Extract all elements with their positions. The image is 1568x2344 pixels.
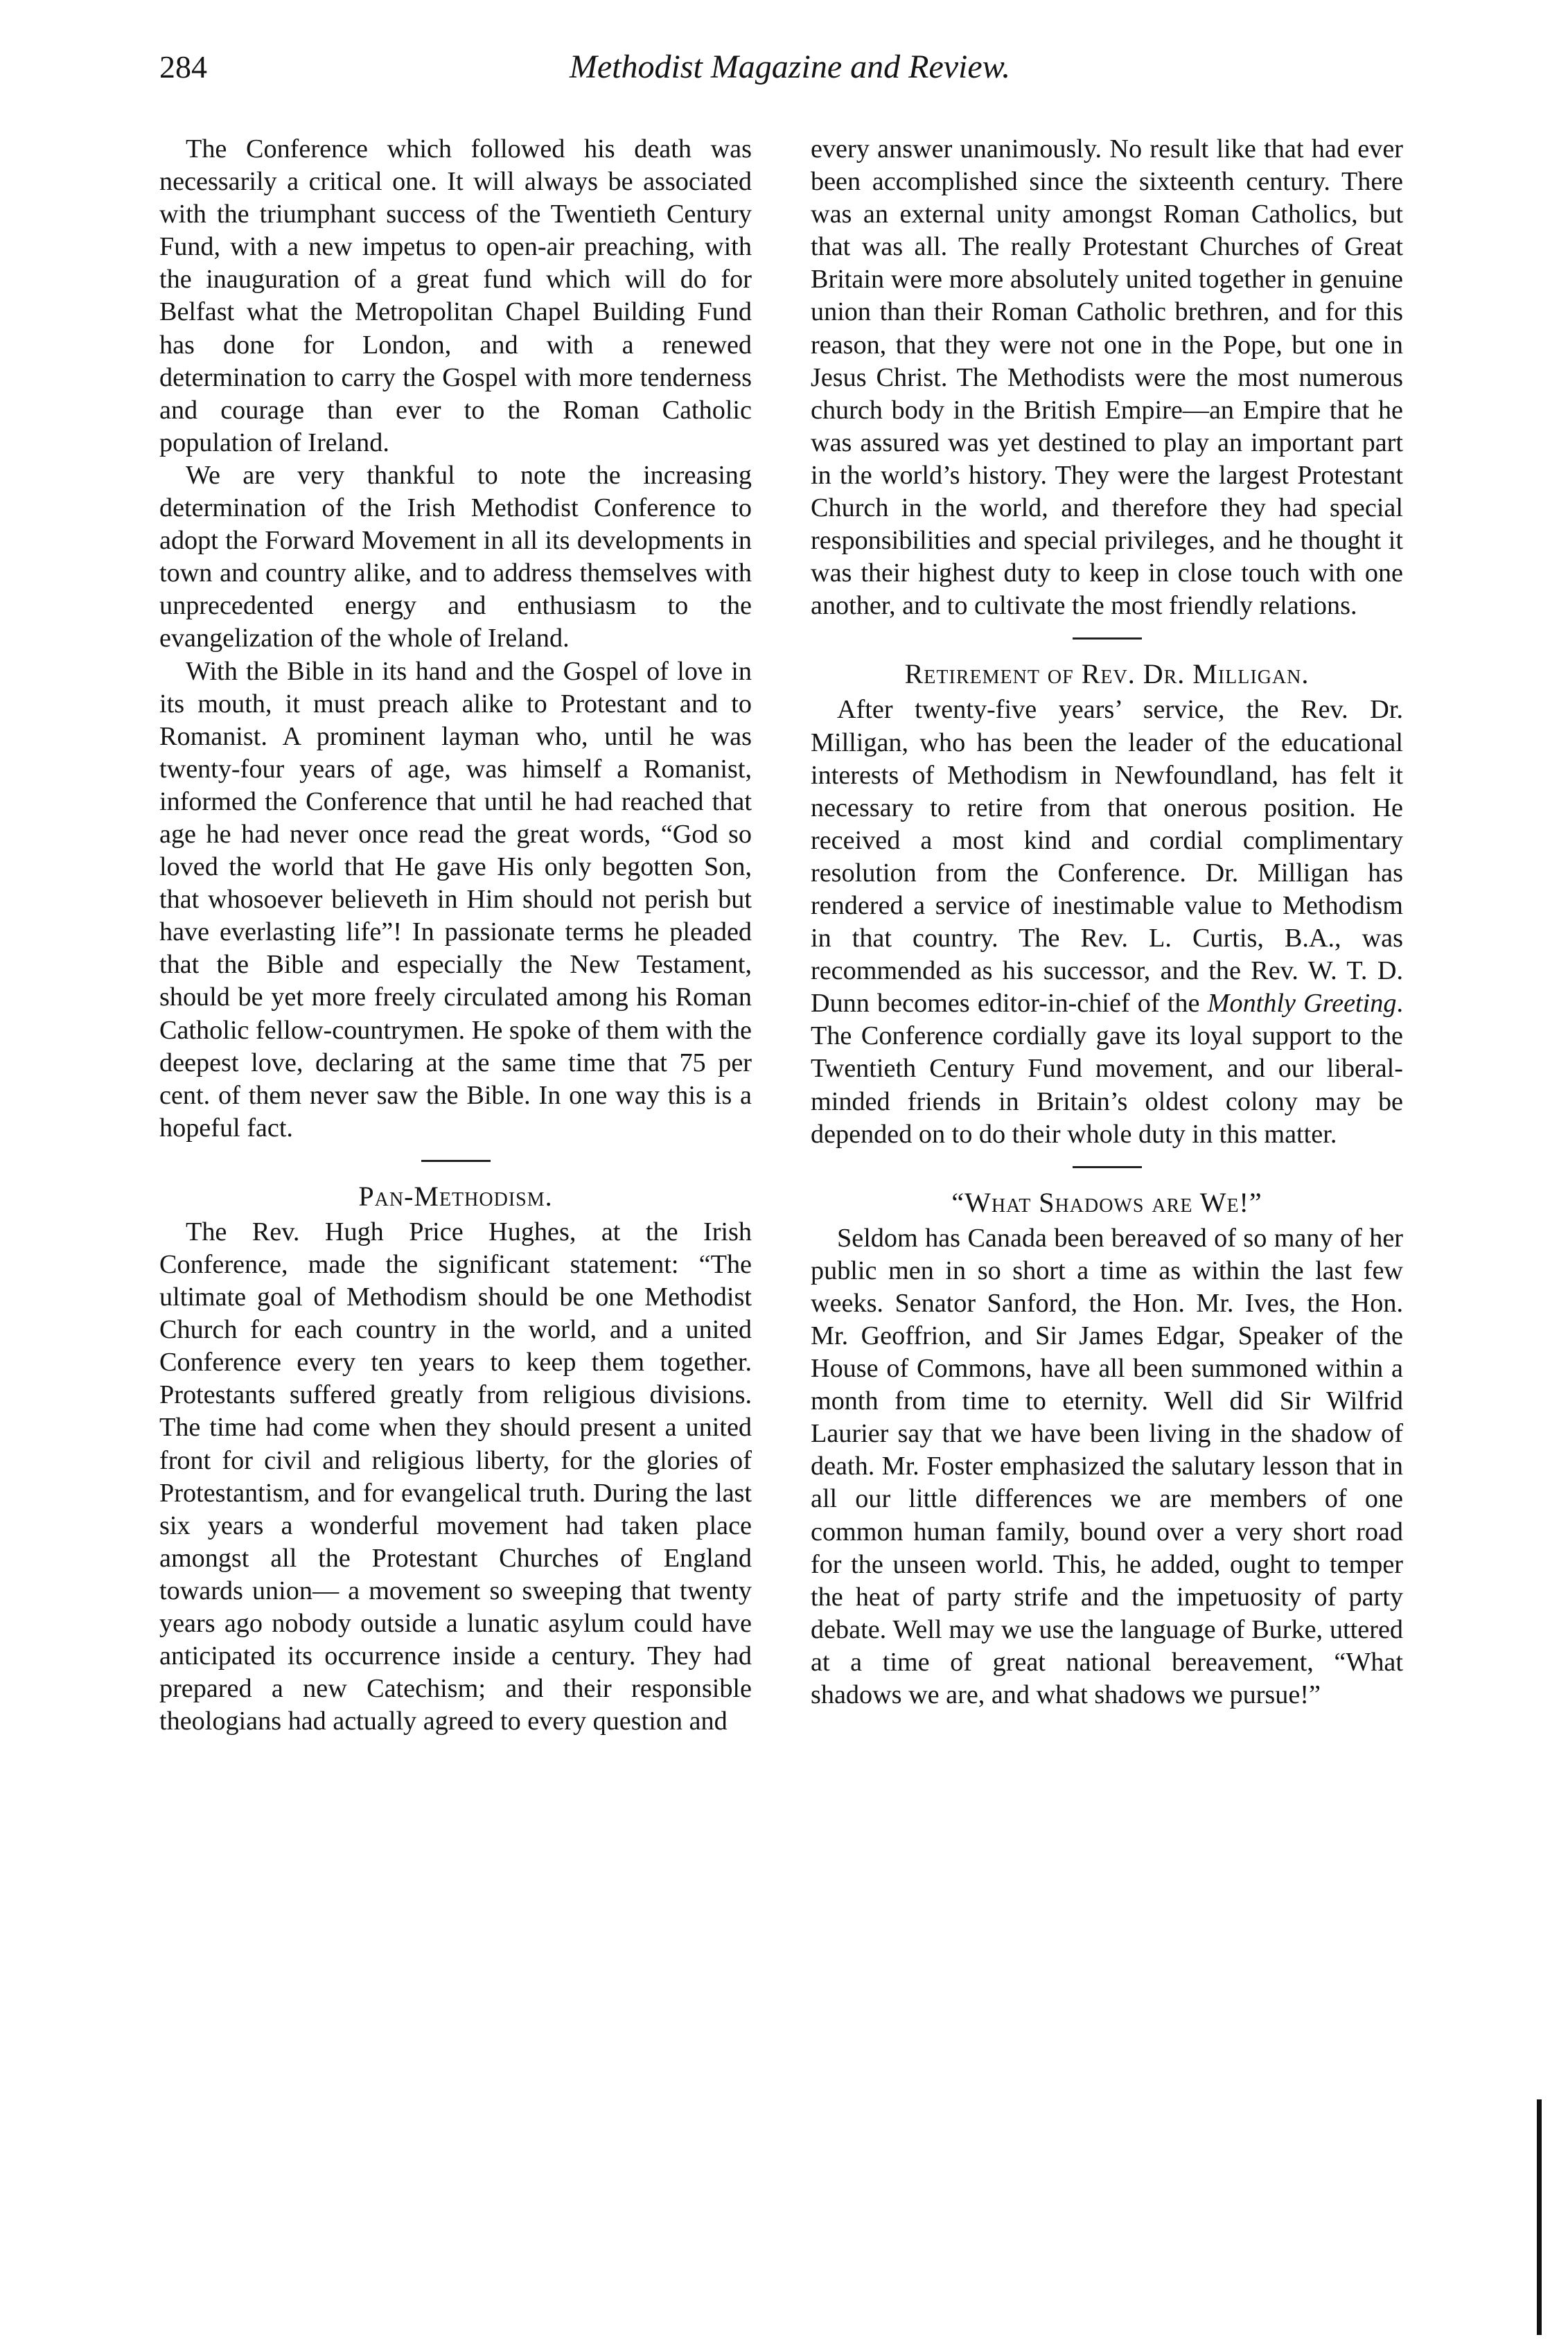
section-divider bbox=[1073, 1166, 1142, 1168]
heading-pan-methodism: Pan-Methodism. bbox=[358, 1180, 553, 1212]
paragraph-continued: every answer unanimously. No result like that had ever been accomplished since the sixteenth century. There was an external unity amongst Roman Catholics, but that was all. The really Protestant Churches of Great Britain were more absolutely united together in genuine union than their Roman Catholic brethren, and for this reason, that they were not one in the Pope, but one in Jesus Christ. The Methodists were the most numerous church body in the British Empire—an Empire that he was assured was yet destined to play an important part in the world’s history. They were the largest Protestant Church in the world, and therefore they had special responsibilities and special privileges, and he thought it was their highest duty to keep in close touch with one another, and to cultivate the most friendly relations. bbox=[811, 134, 1403, 621]
paragraph-hughes: The Rev. Hugh Price Hughes, at the Irish Conference, made the significant statement: “The ultimate goal of Methodism should be one Methodist Church for each country in the world, and a united Conference every ten years to keep them together. Protestants suffered greatly from religious divisions. The time had come when they should present a united front for civil and religious liberty, for the glories of Protestantism, and for evangelical truth. During the last six years a wonderful movement had taken place amongst all the Protestant Churches of England towards union— a movement so sweeping that twenty years ago nobody outside a lunatic asylum could have anticipated its occurrence inside a century. They had prepared a new Catechism; and their responsible theologians had actually agreed to every question and bbox=[159, 1217, 752, 1736]
paragraph-milligan bbox=[811, 694, 1403, 1150]
heading-milligan: Retirement of Rev. Dr. Milligan. bbox=[904, 658, 1310, 690]
page-number: 284 bbox=[159, 49, 207, 85]
publication-title: Monthly Greeting bbox=[1207, 989, 1397, 1019]
running-head bbox=[159, 43, 1420, 91]
right-column bbox=[811, 133, 1403, 1711]
heading-shadows: “What Shadows are We!” bbox=[951, 1186, 1262, 1218]
paragraph-forward-movement: We are very thankful to note the increasing determination of the Irish Methodist Conference to adopt the Forward Movement in all its developments in town and country alike, and to address themselves with unprecedented energy and enthusiasm to the evangelization of the whole of Ireland. bbox=[159, 460, 752, 653]
paragraph-bible: With the Bible in its hand and the Gospel of love in its mouth, it must preach alike to Protestant and to Romanist. A prominent layman who, until he was twenty-four years of age, was himself a Romanist, informed the Conference that until he had reached that age he had never once read the great words, “God so loved the world that He gave His only begotten Son, that whosoever believeth in Him should not perish but have everlasting life”! In passionate terms he pleaded that the Bible and especially the New Testament, should be yet more freely circulated among his Roman Catholic fellow-countrymen. He spoke of them with the deepest love, declaring at the same time that 75 per cent. of them never saw the Bible. In one way this is a hopeful fact. bbox=[159, 656, 752, 1143]
running-title: Methodist Magazine and Review. bbox=[569, 49, 1011, 85]
milligan-text-after: . The Conference cordially gave its loyal support to the Twentieth Century Fund movement, and our liberal-minded friends in Britain’s oldest colony may be depended on to do their whole duty in this matter. bbox=[811, 989, 1404, 1149]
page-edge-mark bbox=[1537, 2099, 1542, 2335]
milligan-text-before: After twenty-five years’ service, the Rev. Dr. Milligan, who has been the leader of the educational interests of Methodism in Newfoundland, has felt it necessary to retire from that onerous position. He received a most kind and cordial complimentary resolution from the Conference. Dr. Milligan has rendered a service of inestimable value to Methodism in that country. The Rev. L. Curtis, B.A., was recommended as his successor, and the Rev. W. T. D. Dunn becomes editor-in-chief of the bbox=[811, 695, 1403, 1019]
paragraph-conference: The Conference which followed his death was necessarily a critical one. It will always be associated with the triumphant success of the Twentieth Century Fund, with a new impetus to open-air preaching, with the inauguration of a great fund which will do for Belfast what the Metropolitan Chapel Building Fund has done for London, and with a renewed determination to carry the Gospel with more tenderness and courage than ever to the Roman Catholic population of Ireland. bbox=[159, 134, 752, 457]
paragraph-shadows: Seldom has Canada been bereaved of so many of her public men in so short a time as within the last few weeks. Senator Sanford, the Hon. Mr. Ives, the Hon. Mr. Geoffrion, and Sir James Edgar, Speaker of the House of Commons, have all been summoned within a month from time to eternity. Well did Sir Wilfrid Laurier say that we have been living in the shadow of death. Mr. Foster emphasized the salutary lesson that in all our little differences we are members of one common human family, bound over a very short road for the unseen world. This, he added, ought to temper the heat of party strife and the impetuosity of party debate. Well may we use the language of Burke, uttered at a time of great national bereavement, “What shadows we are, and what shadows we pursue!” bbox=[811, 1223, 1403, 1710]
section-divider bbox=[1073, 637, 1142, 640]
section-divider bbox=[421, 1160, 491, 1162]
left-column bbox=[159, 133, 752, 1738]
